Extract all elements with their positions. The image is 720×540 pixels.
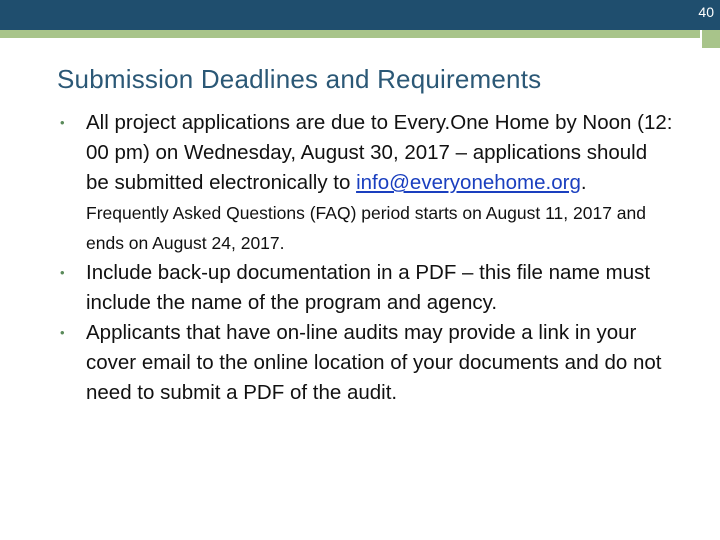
deadline-text: All project applications are due to Every.One Home by Noon (12: 00 pm) on Wednesday, August 30, 2017 – applications should be submitted electronically to — [86, 111, 673, 194]
bullet-icon: • — [60, 115, 65, 130]
online-audits-text: Applicants that have on-line audits may provide a link in your cover email to the online location of your documents and do not need to submit a PDF of the audit. — [86, 321, 662, 404]
accent-corner — [702, 30, 720, 48]
bullet-online-audits — [60, 318, 675, 408]
bullet-backup-docs — [60, 258, 675, 318]
faq-period-text: Frequently Asked Questions (FAQ) period starts on August 11, 2017 and ends on August 24, 2017. — [86, 203, 646, 253]
bullet-deadline — [60, 108, 675, 258]
top-bar — [0, 0, 720, 30]
deadline-period: . — [580, 171, 587, 194]
email-link[interactable]: info@everyonehome.org — [356, 171, 581, 194]
bullet-list — [60, 108, 675, 408]
backup-docs-text: Include back-up documentation in a PDF – this file name must include the name of the program and agency. — [86, 261, 651, 314]
bullet-icon: • — [60, 265, 65, 280]
slide-title: Submission Deadlines and Requirements — [57, 64, 542, 94]
accent-band — [0, 30, 700, 38]
slide-number: 40 — [698, 4, 714, 20]
bullet-icon: • — [60, 325, 65, 340]
